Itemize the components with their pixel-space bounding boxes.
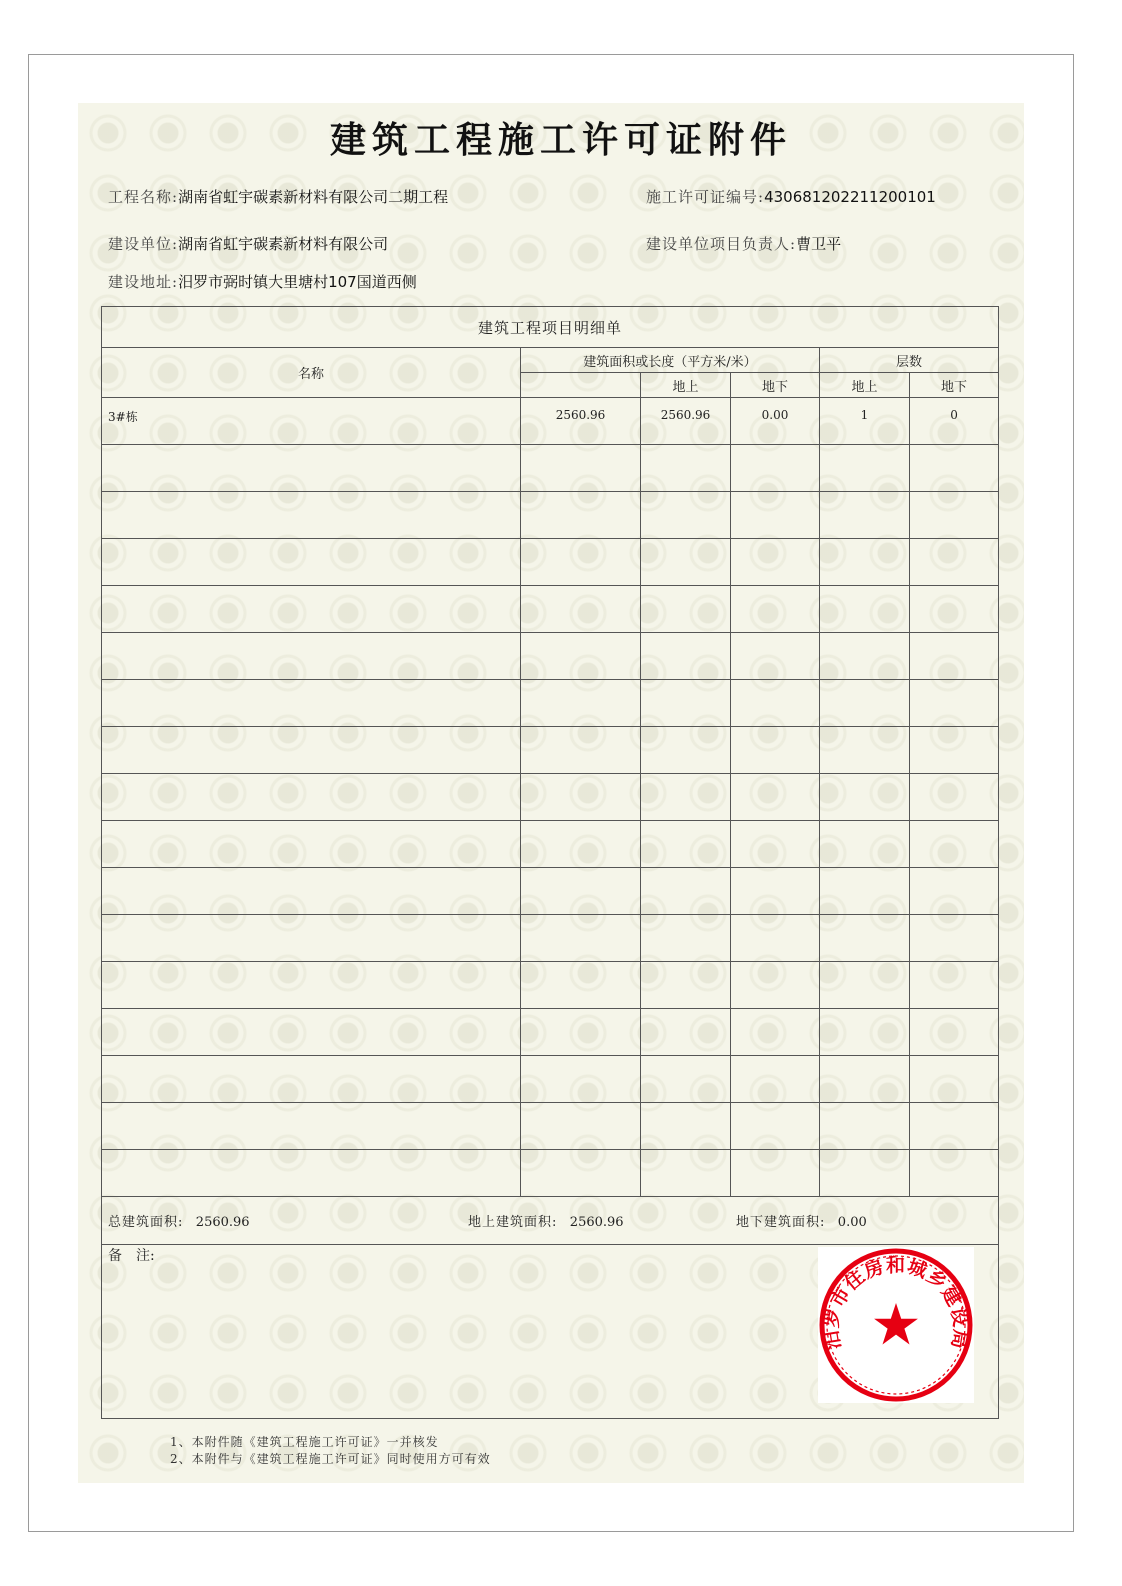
permit-number-value: 430681202211200101 <box>764 188 936 206</box>
table-caption: 建筑工程项目明细单 <box>102 307 999 348</box>
empty-cell <box>102 727 521 774</box>
empty-cell <box>641 539 731 586</box>
empty-cell <box>641 774 731 821</box>
table-row <box>102 962 999 1009</box>
empty-cell <box>910 727 999 774</box>
footnote-1: 1、本附件随《建筑工程施工许可证》一并核发 <box>170 1435 439 1449</box>
empty-cell <box>731 774 820 821</box>
empty-cell <box>731 962 820 1009</box>
manager-field <box>646 233 841 254</box>
table-row <box>102 1056 999 1103</box>
cell-area: 2560.96 <box>521 398 641 445</box>
empty-cell <box>102 492 521 539</box>
empty-cell <box>102 821 521 868</box>
empty-cell <box>641 1103 731 1150</box>
empty-cell <box>731 1056 820 1103</box>
footnote-2: 2、本附件与《建筑工程施工许可证》同时使用方可有效 <box>170 1452 491 1466</box>
empty-cell <box>521 1150 641 1197</box>
empty-cell <box>102 633 521 680</box>
table-row <box>102 821 999 868</box>
project-name-value: 湖南省虹宇碳素新材料有限公司二期工程 <box>178 188 449 206</box>
star-icon <box>874 1303 918 1345</box>
empty-cell <box>521 1009 641 1056</box>
manager-label: 建设单位项目负责人: <box>646 235 797 253</box>
empty-cell <box>521 915 641 962</box>
table-row <box>102 680 999 727</box>
empty-cell <box>102 586 521 633</box>
table-row <box>102 774 999 821</box>
empty-cell <box>820 821 910 868</box>
empty-cell <box>731 680 820 727</box>
empty-cell <box>521 727 641 774</box>
empty-cell <box>910 1103 999 1150</box>
address-label: 建设地址: <box>108 273 179 291</box>
empty-cell <box>521 586 641 633</box>
empty-cell <box>641 1056 731 1103</box>
header-area-spacer <box>521 373 641 398</box>
empty-cell <box>820 915 910 962</box>
empty-cell <box>820 492 910 539</box>
empty-cell <box>641 492 731 539</box>
cell-area-below: 0.00 <box>731 398 820 445</box>
header-floors-above: 地上 <box>820 373 910 398</box>
empty-cell <box>820 1009 910 1056</box>
table-row <box>102 915 999 962</box>
header-name: 名称 <box>102 348 521 398</box>
empty-cell <box>521 868 641 915</box>
manager-value: 曹卫平 <box>796 235 842 253</box>
empty-cell <box>521 962 641 1009</box>
empty-cell <box>641 586 731 633</box>
empty-cell <box>521 1103 641 1150</box>
header-area-above: 地上 <box>641 373 731 398</box>
empty-cell <box>731 868 820 915</box>
empty-cell <box>102 774 521 821</box>
empty-cell <box>521 633 641 680</box>
empty-cell <box>910 680 999 727</box>
empty-cell <box>521 492 641 539</box>
empty-cell <box>820 962 910 1009</box>
empty-cell <box>731 539 820 586</box>
empty-cell <box>102 1009 521 1056</box>
total-area-label: 总建筑面积: <box>108 1215 184 1230</box>
empty-cell <box>910 774 999 821</box>
official-seal <box>818 1247 974 1403</box>
builder-label: 建设单位: <box>108 235 179 253</box>
seal-text: 汨罗市住房和城乡建设局 <box>820 1254 972 1352</box>
empty-cell <box>820 774 910 821</box>
below-area-label: 地下建筑面积: <box>736 1215 826 1230</box>
header-floors-below: 地下 <box>910 373 999 398</box>
cell-floors-below: 0 <box>910 398 999 445</box>
above-area-label: 地上建筑面积: <box>468 1215 558 1230</box>
table-body <box>102 398 999 1197</box>
below-area <box>736 1211 867 1230</box>
empty-cell <box>521 539 641 586</box>
total-area <box>108 1211 468 1230</box>
permit-number-field <box>646 186 936 207</box>
builder-value: 湖南省虹宇碳素新材料有限公司 <box>178 235 389 253</box>
svg-text:汨罗市住房和城乡建设局 <box>820 1254 972 1351</box>
empty-cell <box>641 1009 731 1056</box>
empty-cell <box>521 774 641 821</box>
empty-cell <box>731 1150 820 1197</box>
empty-cell <box>731 1009 820 1056</box>
empty-cell <box>820 1150 910 1197</box>
empty-cell <box>910 962 999 1009</box>
table-row <box>102 727 999 774</box>
total-area-value: 2560.96 <box>195 1215 250 1230</box>
cell-floors-above: 1 <box>820 398 910 445</box>
empty-cell <box>820 586 910 633</box>
empty-cell <box>910 492 999 539</box>
empty-cell <box>820 727 910 774</box>
empty-cell <box>731 445 820 492</box>
permit-number-label: 施工许可证编号: <box>646 188 765 206</box>
table-row <box>102 586 999 633</box>
empty-cell <box>641 821 731 868</box>
address-value: 汨罗市弼时镇大里塘村107国道西侧 <box>178 273 417 291</box>
table-row <box>102 539 999 586</box>
empty-cell <box>910 915 999 962</box>
table-row <box>102 633 999 680</box>
empty-cell <box>641 868 731 915</box>
table-row <box>102 868 999 915</box>
empty-cell <box>820 1103 910 1150</box>
empty-cell <box>102 680 521 727</box>
table-row <box>102 398 999 445</box>
summary-row <box>102 1197 999 1245</box>
empty-cell <box>820 633 910 680</box>
empty-cell <box>641 962 731 1009</box>
cell-area-above: 2560.96 <box>641 398 731 445</box>
empty-cell <box>731 492 820 539</box>
empty-cell <box>102 1103 521 1150</box>
empty-cell <box>910 1009 999 1056</box>
empty-cell <box>820 868 910 915</box>
above-area-value: 2560.96 <box>569 1215 624 1230</box>
empty-cell <box>102 539 521 586</box>
header-area: 建筑面积或长度（平方米/米） <box>521 348 820 373</box>
empty-cell <box>910 1056 999 1103</box>
notes-label: 备 注: <box>108 1248 155 1264</box>
empty-cell <box>641 633 731 680</box>
empty-cell <box>102 1056 521 1103</box>
table-row <box>102 1103 999 1150</box>
empty-cell <box>102 868 521 915</box>
empty-cell <box>641 445 731 492</box>
empty-cell <box>521 680 641 727</box>
empty-cell <box>820 1056 910 1103</box>
empty-cell <box>910 868 999 915</box>
empty-cell <box>731 633 820 680</box>
empty-cell <box>910 633 999 680</box>
empty-cell <box>641 1150 731 1197</box>
empty-cell <box>731 1103 820 1150</box>
empty-cell <box>910 539 999 586</box>
empty-cell <box>641 727 731 774</box>
table-row <box>102 1150 999 1197</box>
empty-cell <box>820 680 910 727</box>
project-name-field <box>108 186 448 207</box>
below-area-value: 0.00 <box>837 1215 867 1230</box>
empty-cell <box>910 1150 999 1197</box>
table-row <box>102 492 999 539</box>
empty-cell <box>102 445 521 492</box>
cell-name: 3#栋 <box>102 398 521 445</box>
header-floors: 层数 <box>820 348 999 373</box>
empty-cell <box>820 539 910 586</box>
empty-cell <box>102 915 521 962</box>
empty-cell <box>910 586 999 633</box>
table-row <box>102 445 999 492</box>
builder-field <box>108 233 388 254</box>
above-area <box>468 1211 736 1230</box>
empty-cell <box>731 586 820 633</box>
table-row <box>102 1009 999 1056</box>
address-field <box>108 271 417 292</box>
header-area-below: 地下 <box>731 373 820 398</box>
document-title: 建筑工程施工许可证附件 <box>329 119 792 161</box>
empty-cell <box>102 962 521 1009</box>
empty-cell <box>641 915 731 962</box>
project-name-label: 工程名称: <box>108 188 179 206</box>
empty-cell <box>910 821 999 868</box>
empty-cell <box>731 821 820 868</box>
empty-cell <box>102 1150 521 1197</box>
empty-cell <box>820 445 910 492</box>
empty-cell <box>521 821 641 868</box>
empty-cell <box>731 727 820 774</box>
empty-cell <box>521 1056 641 1103</box>
empty-cell <box>731 915 820 962</box>
empty-cell <box>910 445 999 492</box>
empty-cell <box>521 445 641 492</box>
empty-cell <box>641 680 731 727</box>
